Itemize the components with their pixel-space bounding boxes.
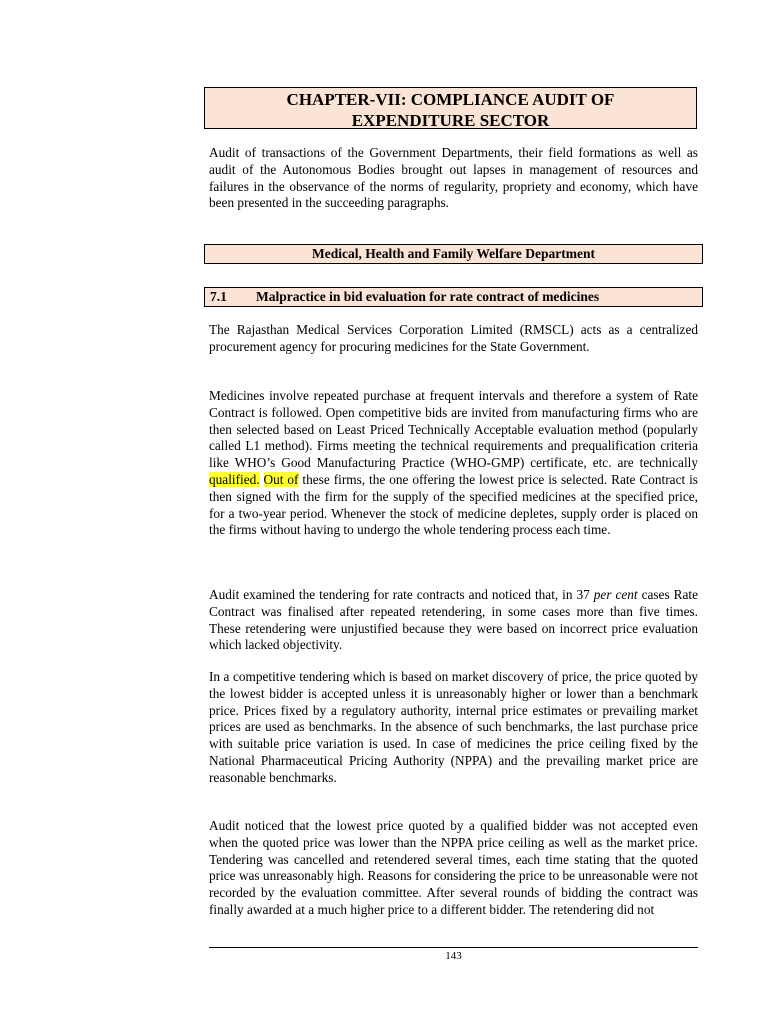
chapter-title-line-1: CHAPTER-VII: COMPLIANCE AUDIT OF (286, 90, 615, 109)
chapter-title-box (204, 87, 697, 129)
paragraph-rate-contract (209, 388, 698, 539)
italic-text: per cent (593, 587, 638, 602)
highlighted-text: qualified. (209, 471, 260, 487)
paragraph-text: these firms, the one offering the lowest price is selected. Rate Contract is then signed with the firm for the supply of the specified medicines at the specified price, for a two-year period. Whenever the stock of medicine depletes, supply order is placed on the firms without having to undergo the whole tendering process each time. (209, 471, 698, 538)
intro-paragraph: Audit of transactions of the Government Departments, their field formations as well as audit of the Autonomous Bodies brought out lapses in management of resources and failures in the observance of the norms of regularity, propriety and economy, which have been presented in the succeeding paragraphs. (209, 145, 698, 211)
section-heading (204, 287, 703, 307)
footer-rule (209, 947, 698, 948)
page-number: 143 (445, 950, 462, 962)
department-heading: Medical, Health and Family Welfare Department (204, 244, 703, 264)
highlighted-text: Out of (263, 471, 299, 487)
paragraph-rmscl: The Rajasthan Medical Services Corporation Limited (RMSCL) acts as a centralized procurement agency for procuring medicines for the State Government. (209, 322, 698, 354)
section-number: 7.1 (210, 289, 227, 304)
section-title: Malpractice in bid evaluation for rate contract of medicines (256, 289, 600, 304)
paragraph-text: Audit examined the tendering for rate contracts and noticed that, in 37 (209, 587, 594, 602)
paragraph-text: Medicines involve repeated purchase at frequent intervals and therefore a system of Rate Contract is followed. Open competitive bids are invited from manufacturing firms who are then selected based on Least Priced Technically Acceptable evaluation method (popularly called L1 method). Firms meeting the technical requirements and prequalification criteria like WHO’s Good Manufacturing Practice (WHO-GMP) certificate, etc. are technically (209, 388, 698, 471)
chapter-title-line-2: EXPENDITURE SECTOR (351, 111, 550, 130)
paragraph-text: cases Rate Contract was finalised after repeated retendering, in some cases more than five times. These retendering were unjustified because they were based on incorrect price evaluation which lacked objectivity. (209, 587, 698, 653)
paragraph-audit-examined (209, 587, 698, 654)
paragraph-audit-noticed: Audit noticed that the lowest price quoted by a qualified bidder was not accepted even when the quoted price was lower than the NPPA price ceiling as well as the market price. Tendering was cancelled and retendered several times, each time stating that the quoted price was unreasonably high. Reasons for considering the price to be unreasonable were not recorded by the evaluation committee. After several rounds of bidding the contract was finally awarded at a much higher price to a different bidder. The retendering did not (209, 818, 698, 917)
paragraph-competitive-tendering: In a competitive tendering which is based on market discovery of price, the price quoted by the lowest bidder is accepted unless it is unreasonably higher or lower than a benchmark price. Prices fixed by a regulatory authority, internal price estimates or prevailing market prices are used as benchmarks. In the absence of such benchmarks, the last purchase price with suitable price variation is used. In case of medicines the price ceiling fixed by the National Pharmaceutical Pricing Authority (NPPA) and the prevailing market price are reasonable benchmarks. (209, 669, 698, 785)
